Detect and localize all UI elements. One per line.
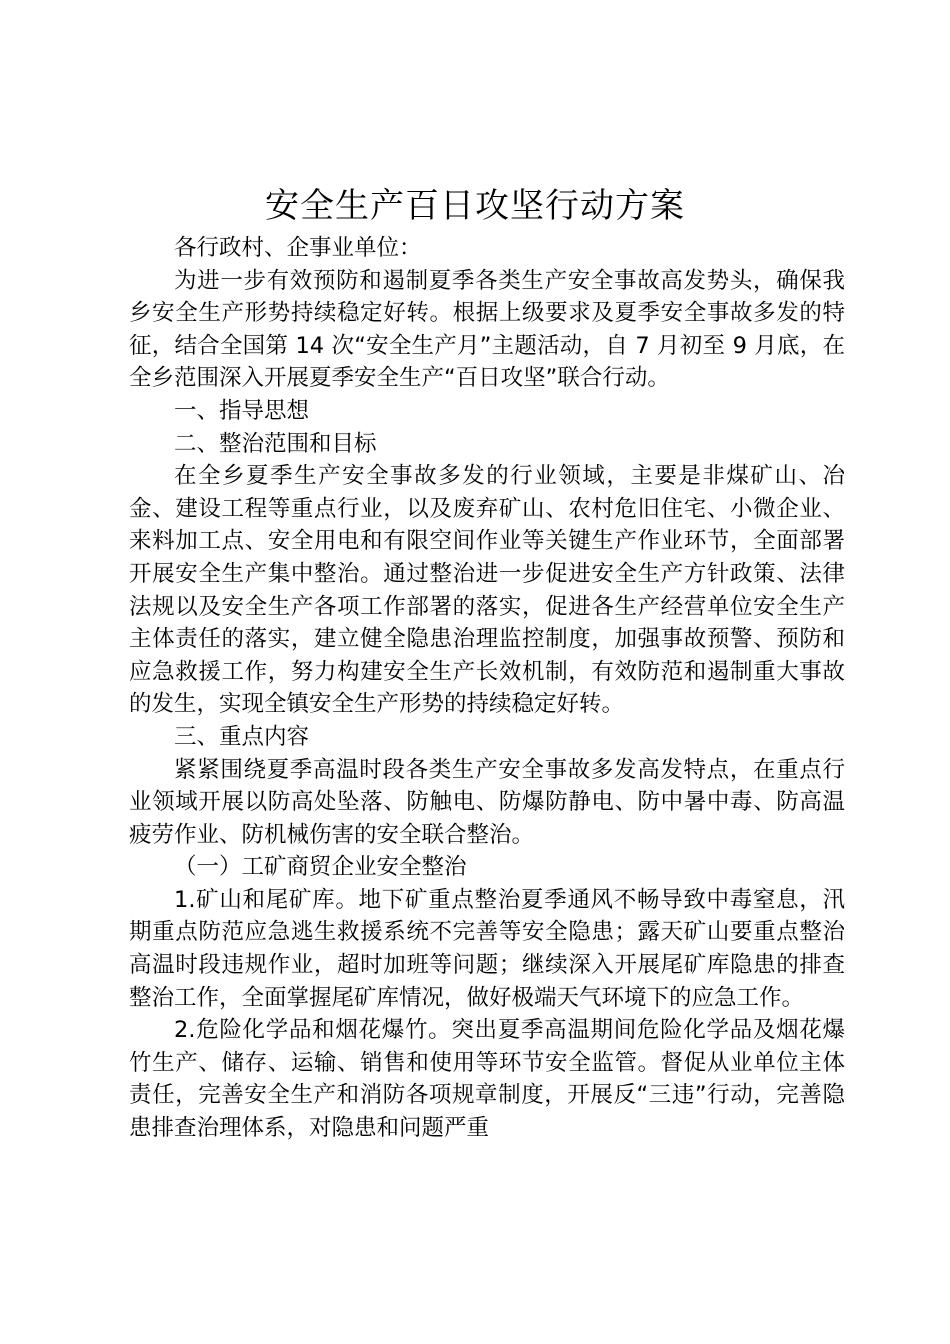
paragraph-key-content: 紧紧围绕夏季高温时段各类生产安全事故多发高发特点，在重点行业领域开展以防高处坠落、防触电、防爆防静电、防中暑中毒、防高温疲劳作业、防机械伤害的安全联合整治。 — [129, 756, 845, 848]
paragraph-intro: 为进一步有效预防和遏制夏季各类生产安全事故高发势头，确保我乡安全生产形势持续稳定好转。根据上级要求及夏季安全事故多发的特征，结合全国第 14 次“安全生产月”主题活动，自 7 月初至 9 月底，在全乡范围深入开展夏季安全生产“百日攻坚”联合行动。 — [129, 267, 845, 392]
document-body — [129, 232, 845, 1145]
heading-key-content: 三、重点内容 — [174, 723, 310, 750]
paragraph-mines: 1.矿山和尾矿库。地下矿重点整治夏季通风不畅导致中毒窒息，汛期重点防范应急逃生救援系统不完善等安全隐患；露天矿山要重点整治高温时段违规作业，超时加班等问题；继续深入开展尾矿库隐患的排查整治工作，全面掌握尾矿库情况，做好极端天气环境下的应急工作。 — [129, 886, 845, 1011]
document-title: 安全生产百日攻坚行动方案 — [265, 186, 685, 226]
subheading-industrial-enterprises: （一）工矿商贸企业安全整治 — [174, 854, 467, 881]
salutation: 各行政村、企事业单位： — [174, 235, 422, 261]
heading-scope-and-goals: 二、整治范围和目标 — [174, 430, 377, 457]
paragraph-hazardous-chemicals: 2.危险化学品和烟花爆竹。突出夏季高温期间危险化学品及烟花爆竹生产、储存、运输、销售和使用等环节安全监管。督促从业单位主体责任，完善安全生产和消防各项规章制度，开展反“三违”行动，完善隐患排查治理体系，对隐患和问题严重 — [129, 1017, 845, 1142]
paragraph-scope: 在全乡夏季生产安全事故多发的行业领域，主要是非煤矿山、冶金、建设工程等重点行业，以及废弃矿山、农村危旧住宅、小微企业、来料加工点、安全用电和有限空间作业等关键生产作业环节，全面部署开展安全生产集中整治。通过整治进一步促进安全生产方针政策、法律法规以及安全生产各项工作部署的落实，促进各生产经营单位安全生产主体责任的落实，建立健全隐患治理监控制度，加强事故预警、预防和应急救援工作，努力构建安全生产长效机制，有效防范和遏制重大事故的发生，实现全镇安全生产形势的持续稳定好转。 — [129, 463, 845, 718]
heading-guiding-ideology: 一、指导思想 — [174, 397, 310, 424]
